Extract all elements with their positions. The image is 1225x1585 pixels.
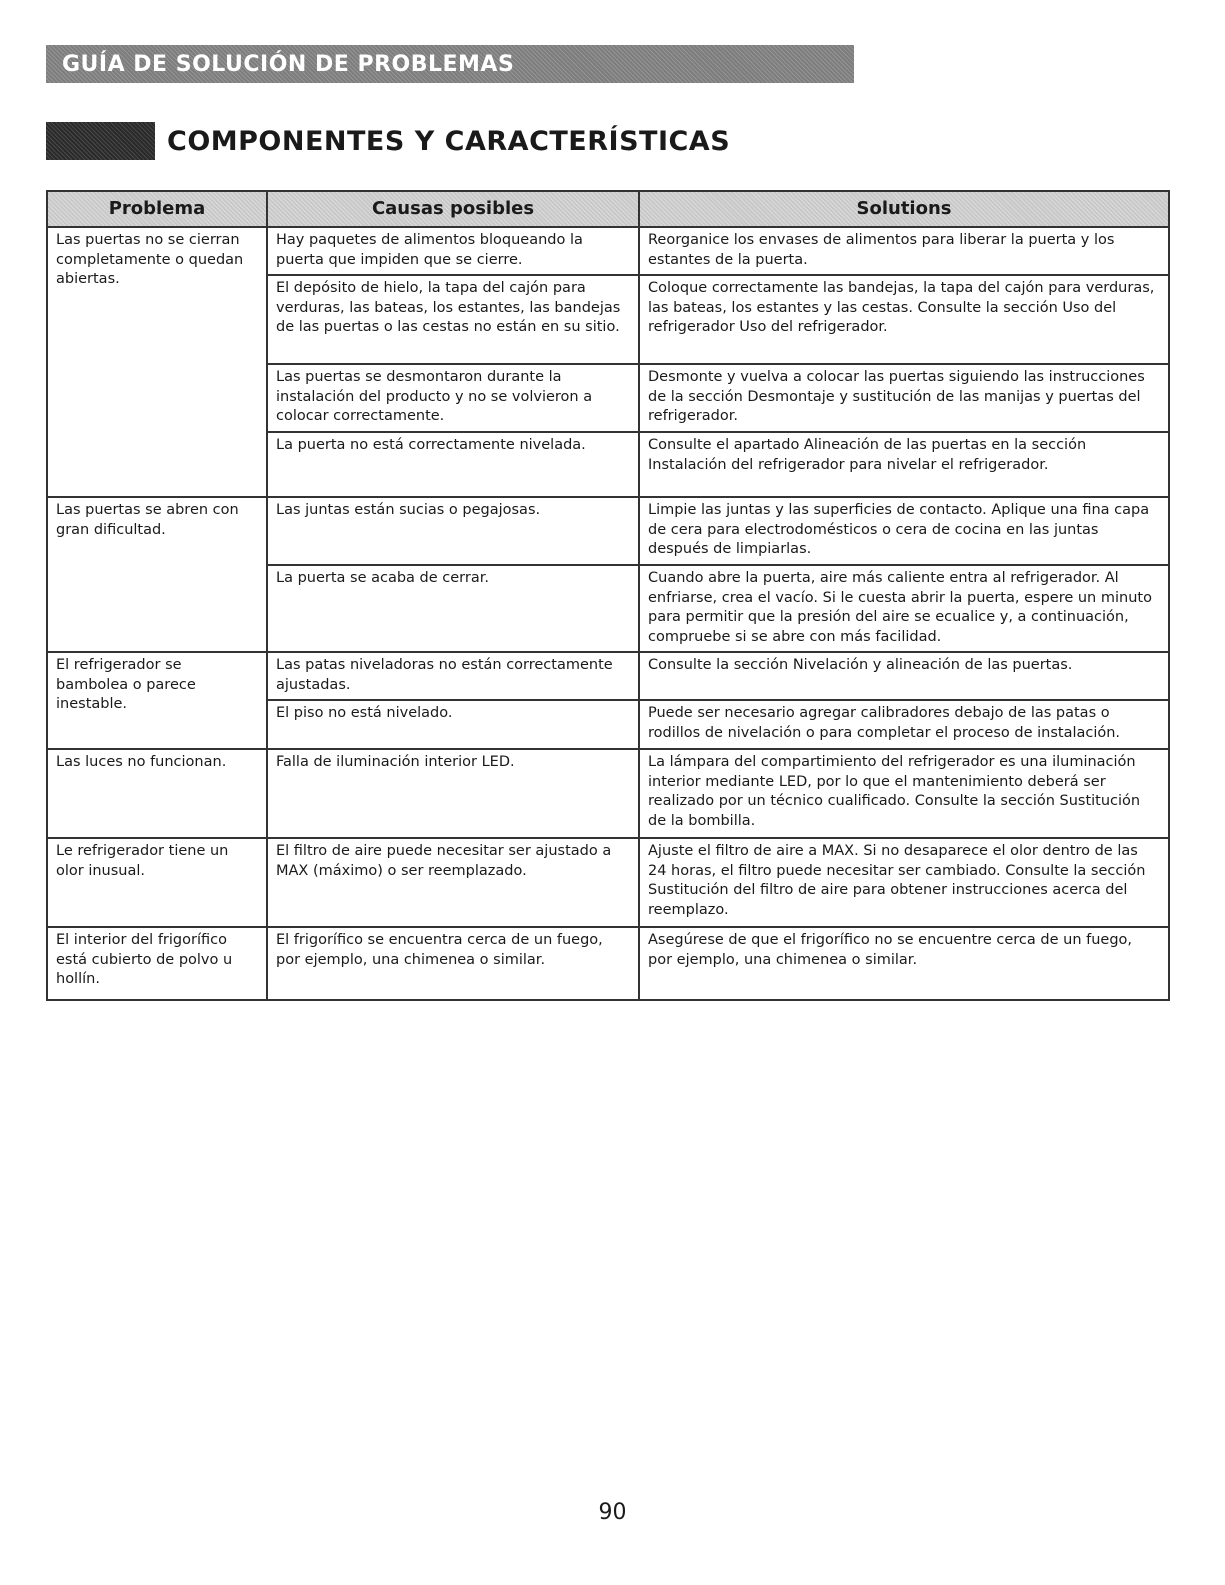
troubleshooting-table [46,190,1170,1001]
cause-cell: El depósito de hielo, la tapa del cajón para verduras, las bateas, los estantes, las bandejas de las puertas o las cestas no están en su sitio. [267,275,639,364]
table-row [47,838,1169,927]
problem-cell: Le refrigerador tiene un olor inusual. [47,838,267,927]
problem-cell: El refrigerador se bambolea o parece inestable. [47,652,267,749]
column-header-problem: Problema [47,191,267,227]
solution-cell: Reorganice los envases de alimentos para liberar la puerta y los estantes de la puerta. [639,227,1169,275]
problem-cell: Las puertas se abren con gran dificultad. [47,497,267,652]
cause-cell: El filtro de aire puede necesitar ser ajustado a MAX (máximo) o ser reemplazado. [267,838,639,927]
cause-cell: Las juntas están sucias o pegajosas. [267,497,639,565]
cause-cell: Hay paquetes de alimentos bloqueando la puerta que impiden que se cierre. [267,227,639,275]
solution-cell: Ajuste el filtro de aire a MAX. Si no desaparece el olor dentro de las 24 horas, el filtro puede necesitar ser cambiado. Consulte la sección Sustitución del filtro de aire para obtener instrucciones acerca del reemplazo. [639,838,1169,927]
solution-cell: Consulte el apartado Alineación de las puertas en la sección Instalación del refrigerador para nivelar el refrigerador. [639,432,1169,497]
table-row [47,227,1169,275]
table-row [47,927,1169,1000]
cause-cell: Falla de iluminación interior LED. [267,749,639,838]
cause-cell: La puerta no está correctamente nivelada. [267,432,639,497]
solution-cell: Desmonte y vuelva a colocar las puertas siguiendo las instrucciones de la sección Desmontaje y sustitución de las manijas y puertas del refrigerador. [639,364,1169,432]
solution-cell: Cuando abre la puerta, aire más caliente entra al refrigerador. Al enfriarse, crea el vacío. Si le cuesta abrir la puerta, espere un minuto para permitir que la presión del aire se ecualice y, a continuación, compruebe si se abre con más facilidad. [639,565,1169,652]
section-heading [46,122,730,160]
cause-cell: El piso no está nivelado. [267,700,639,749]
cause-cell: Las patas niveladoras no están correctamente ajustadas. [267,652,639,700]
page-number: 90 [598,1500,627,1525]
table-row [47,749,1169,838]
banner-title: GUÍA DE SOLUCIÓN DE PROBLEMAS [62,51,515,77]
table-row [47,652,1169,700]
solution-cell: La lámpara del compartimiento del refrigerador es una iluminación interior mediante LED, por lo que el mantenimiento deberá ser realizado por un técnico cualificado. Consulte la sección Sustitución de la bombilla. [639,749,1169,838]
cause-cell: La puerta se acaba de cerrar. [267,565,639,652]
column-header-causes: Causas posibles [267,191,639,227]
solution-cell: Coloque correctamente las bandejas, la tapa del cajón para verduras, las bateas, los estantes y las cestas. Consulte la sección Uso del refrigerador Uso del refrigerador. [639,275,1169,364]
column-header-solutions: Solutions [639,191,1169,227]
cause-cell: El frigorífico se encuentra cerca de un fuego, por ejemplo, una chimenea o similar. [267,927,639,1000]
table-header-row [47,191,1169,227]
problem-cell: El interior del frigorífico está cubierto de polvo u hollín. [47,927,267,1000]
heading-swatch [46,122,155,160]
problem-cell: Las puertas no se cierran completamente o quedan abiertas. [47,227,267,497]
cause-cell: Las puertas se desmontaron durante la instalación del producto y no se volvieron a colocar correctamente. [267,364,639,432]
solution-cell: Puede ser necesario agregar calibradores debajo de las patas o rodillos de nivelación o para completar el proceso de instalación. [639,700,1169,749]
solution-cell: Limpie las juntas y las superficies de contacto. Aplique una fina capa de cera para electrodomésticos o cera de cocina en las juntas después de limpiarlas. [639,497,1169,565]
solution-cell: Consulte la sección Nivelación y alineación de las puertas. [639,652,1169,700]
solution-cell: Asegúrese de que el frigorífico no se encuentre cerca de un fuego, por ejemplo, una chimenea o similar. [639,927,1169,1000]
table-row [47,497,1169,565]
problem-cell: Las luces no funcionan. [47,749,267,838]
section-title: COMPONENTES Y CARACTERÍSTICAS [167,125,731,157]
section-banner [46,45,854,83]
